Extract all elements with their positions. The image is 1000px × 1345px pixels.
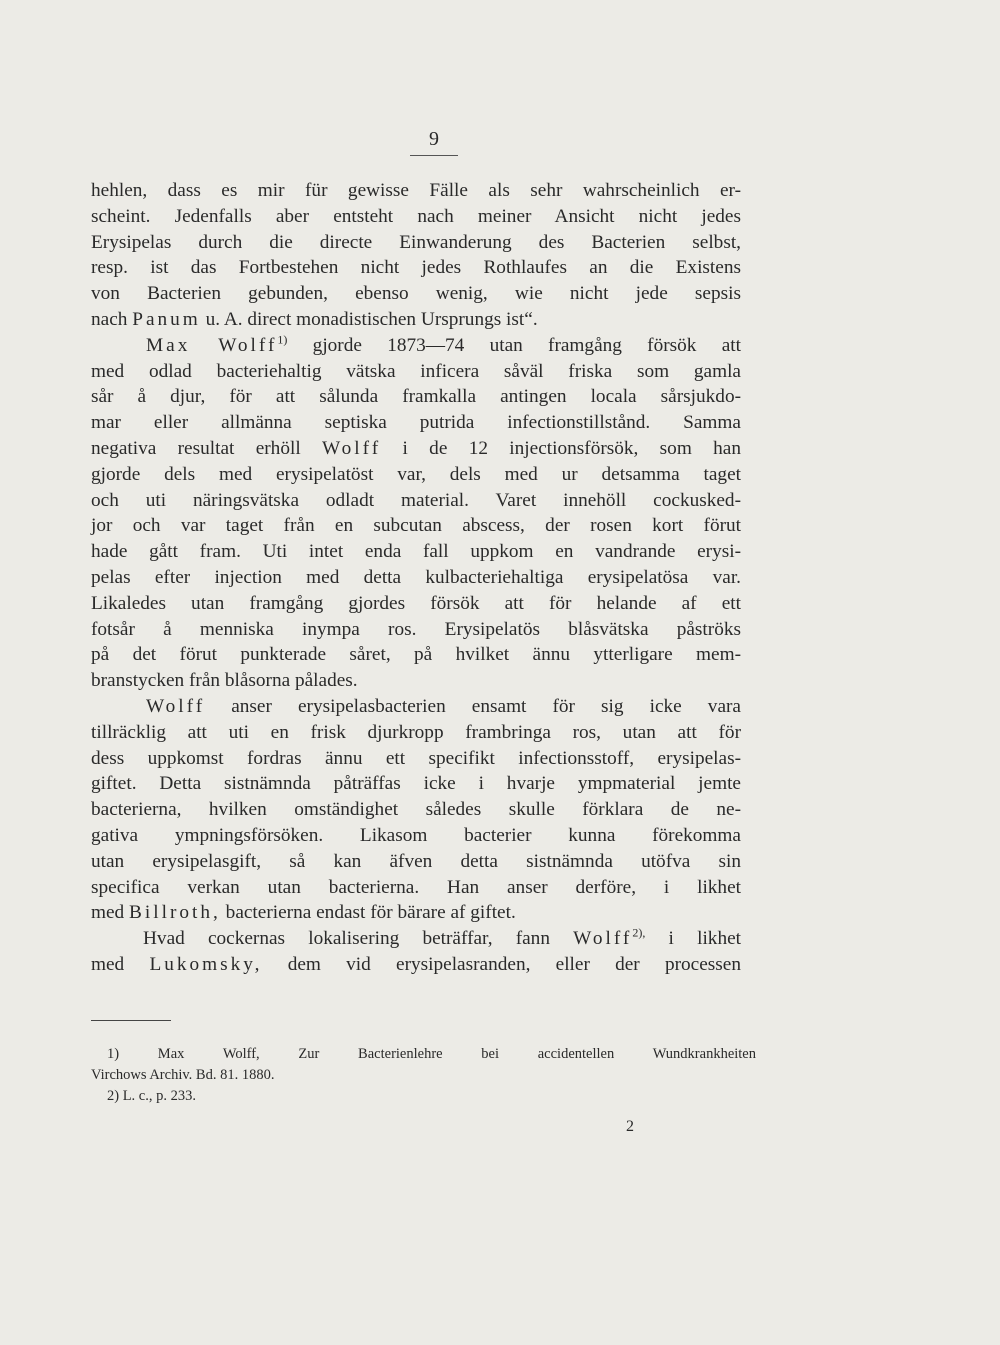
signature-mark: 2 — [626, 1118, 634, 1135]
text-line: scheint. Jedenfalls aber entsteht nach meiner Ansicht nicht jedes — [91, 205, 741, 227]
footnote: 2) L. c., p. 233. — [107, 1088, 196, 1104]
text-line: utan erysipelasgift, så kan äfven detta sistnämnda utöfva sin — [91, 850, 741, 872]
word: bacterierna endast för bärare af giftet. — [225, 902, 516, 924]
footnotes — [91, 1044, 756, 1107]
author-name: Max Wolff — [146, 334, 278, 356]
text-line: resp. ist das Fortbestehen nicht jedes Rothlaufes an die Existens — [91, 257, 741, 279]
word: u. A. direct monadistischen Ursprungs ist“. — [205, 308, 538, 330]
author-name: Billroth, — [129, 902, 221, 924]
footnote-ref: 2), — [632, 925, 646, 940]
text-line: specifica verkan utan bacterierna. Han anser derföre, i likhet — [91, 876, 741, 898]
word: anser erysipelasbacterien ensamt för sig icke vara — [231, 695, 741, 717]
text-line: hehlen, dass es mir für gewisse Fälle als sehr wahrscheinlich er- — [91, 180, 741, 201]
word: Hvad cockernas lokalisering beträffar, fann — [143, 928, 550, 950]
body-text — [91, 178, 741, 978]
text-line — [91, 900, 741, 926]
word: i likhet — [668, 928, 741, 950]
text-line: mar eller allmänna septiska putrida infectionstillstånd. Samma — [91, 412, 741, 434]
word: i de 12 injectionsförsök, som han — [402, 437, 741, 459]
word: nach — [91, 308, 128, 330]
text-line — [91, 307, 741, 333]
text-line: giftet. Detta sistnämnda påträffas icke i hvarje ympmaterial jemte — [91, 773, 741, 795]
text-line: gjorde dels med erysipelatöst var, dels med ur detsamma taget — [91, 463, 741, 485]
text-line — [91, 694, 741, 720]
word: negativa resultat erhöll — [91, 437, 301, 459]
text-line: Erysipelas durch die directe Einwanderung des Bacterien selbst, — [91, 231, 741, 253]
text-line: jor och var taget från en subcutan abscess, der rosen kort förut — [91, 515, 741, 537]
text-line: branstycken från blåsorna pålades. — [91, 670, 358, 692]
text-line — [91, 952, 741, 978]
text-line: fotsår å menniska inympa ros. Erysipelatös blåsvätska påströks — [91, 618, 741, 640]
text-line: sår å djur, för att sålunda framkalla antingen locala sårsjukdo- — [91, 386, 741, 408]
footnote-ref: 1) — [277, 332, 288, 347]
text-line: von Bacterien gebunden, ebenso wenig, wie nicht jede sepsis — [91, 283, 741, 305]
page-number: 9 — [410, 128, 458, 156]
word: dem vid erysipelasranden, eller der processen — [287, 953, 741, 975]
text-line: med odlad bacteriehaltig vätska inficera såväl friska som gamla — [91, 360, 741, 382]
footnote: 1) Max Wolff, Zur Bacterienlehre bei accidentellen Wundkrankheiten — [107, 1046, 756, 1062]
word: med — [91, 953, 125, 975]
text-line: Likaledes utan framgång gjordes försök att för helande af ett — [91, 592, 741, 614]
word: med — [91, 902, 125, 924]
text-line — [91, 333, 741, 359]
author-name: Panum — [132, 308, 201, 330]
footnote: Virchows Archiv. Bd. 81. 1880. — [91, 1067, 275, 1083]
author-name: Wolff — [322, 437, 382, 459]
word: gjorde 1873—74 utan framgång försök att — [312, 334, 741, 356]
text-line: hade gått fram. Uti intet enda fall uppkom en vandrande erysi- — [91, 541, 741, 563]
author-name: Lukomsky, — [149, 953, 263, 975]
text-line: och uti näringsvätska odladt material. Varet innehöll cockusked- — [91, 489, 741, 511]
text-line: bacterierna, hvilken omständighet således skulle förklara de ne- — [91, 799, 741, 821]
text-line: tillräcklig att uti en frisk djurkropp frambringa ros, utan att för — [91, 721, 741, 743]
text-line: gativa ympningsförsöken. Likasom bacterier kunna förekomma — [91, 824, 741, 846]
text-line: pelas efter injection med detta kulbacteriehaltiga erysipelatösa var. — [91, 566, 741, 588]
footnote-divider — [91, 1020, 171, 1021]
text-line — [91, 926, 741, 952]
author-name: Wolff — [146, 695, 206, 717]
author-name: Wolff — [573, 928, 633, 950]
text-line — [91, 436, 741, 462]
text-line: dess uppkomst fordras ännu ett specifikt infectionsstoff, erysipelas- — [91, 747, 741, 769]
text-line: på det förut punkterade såret, på hvilket ännu ytterligare mem- — [91, 644, 741, 666]
